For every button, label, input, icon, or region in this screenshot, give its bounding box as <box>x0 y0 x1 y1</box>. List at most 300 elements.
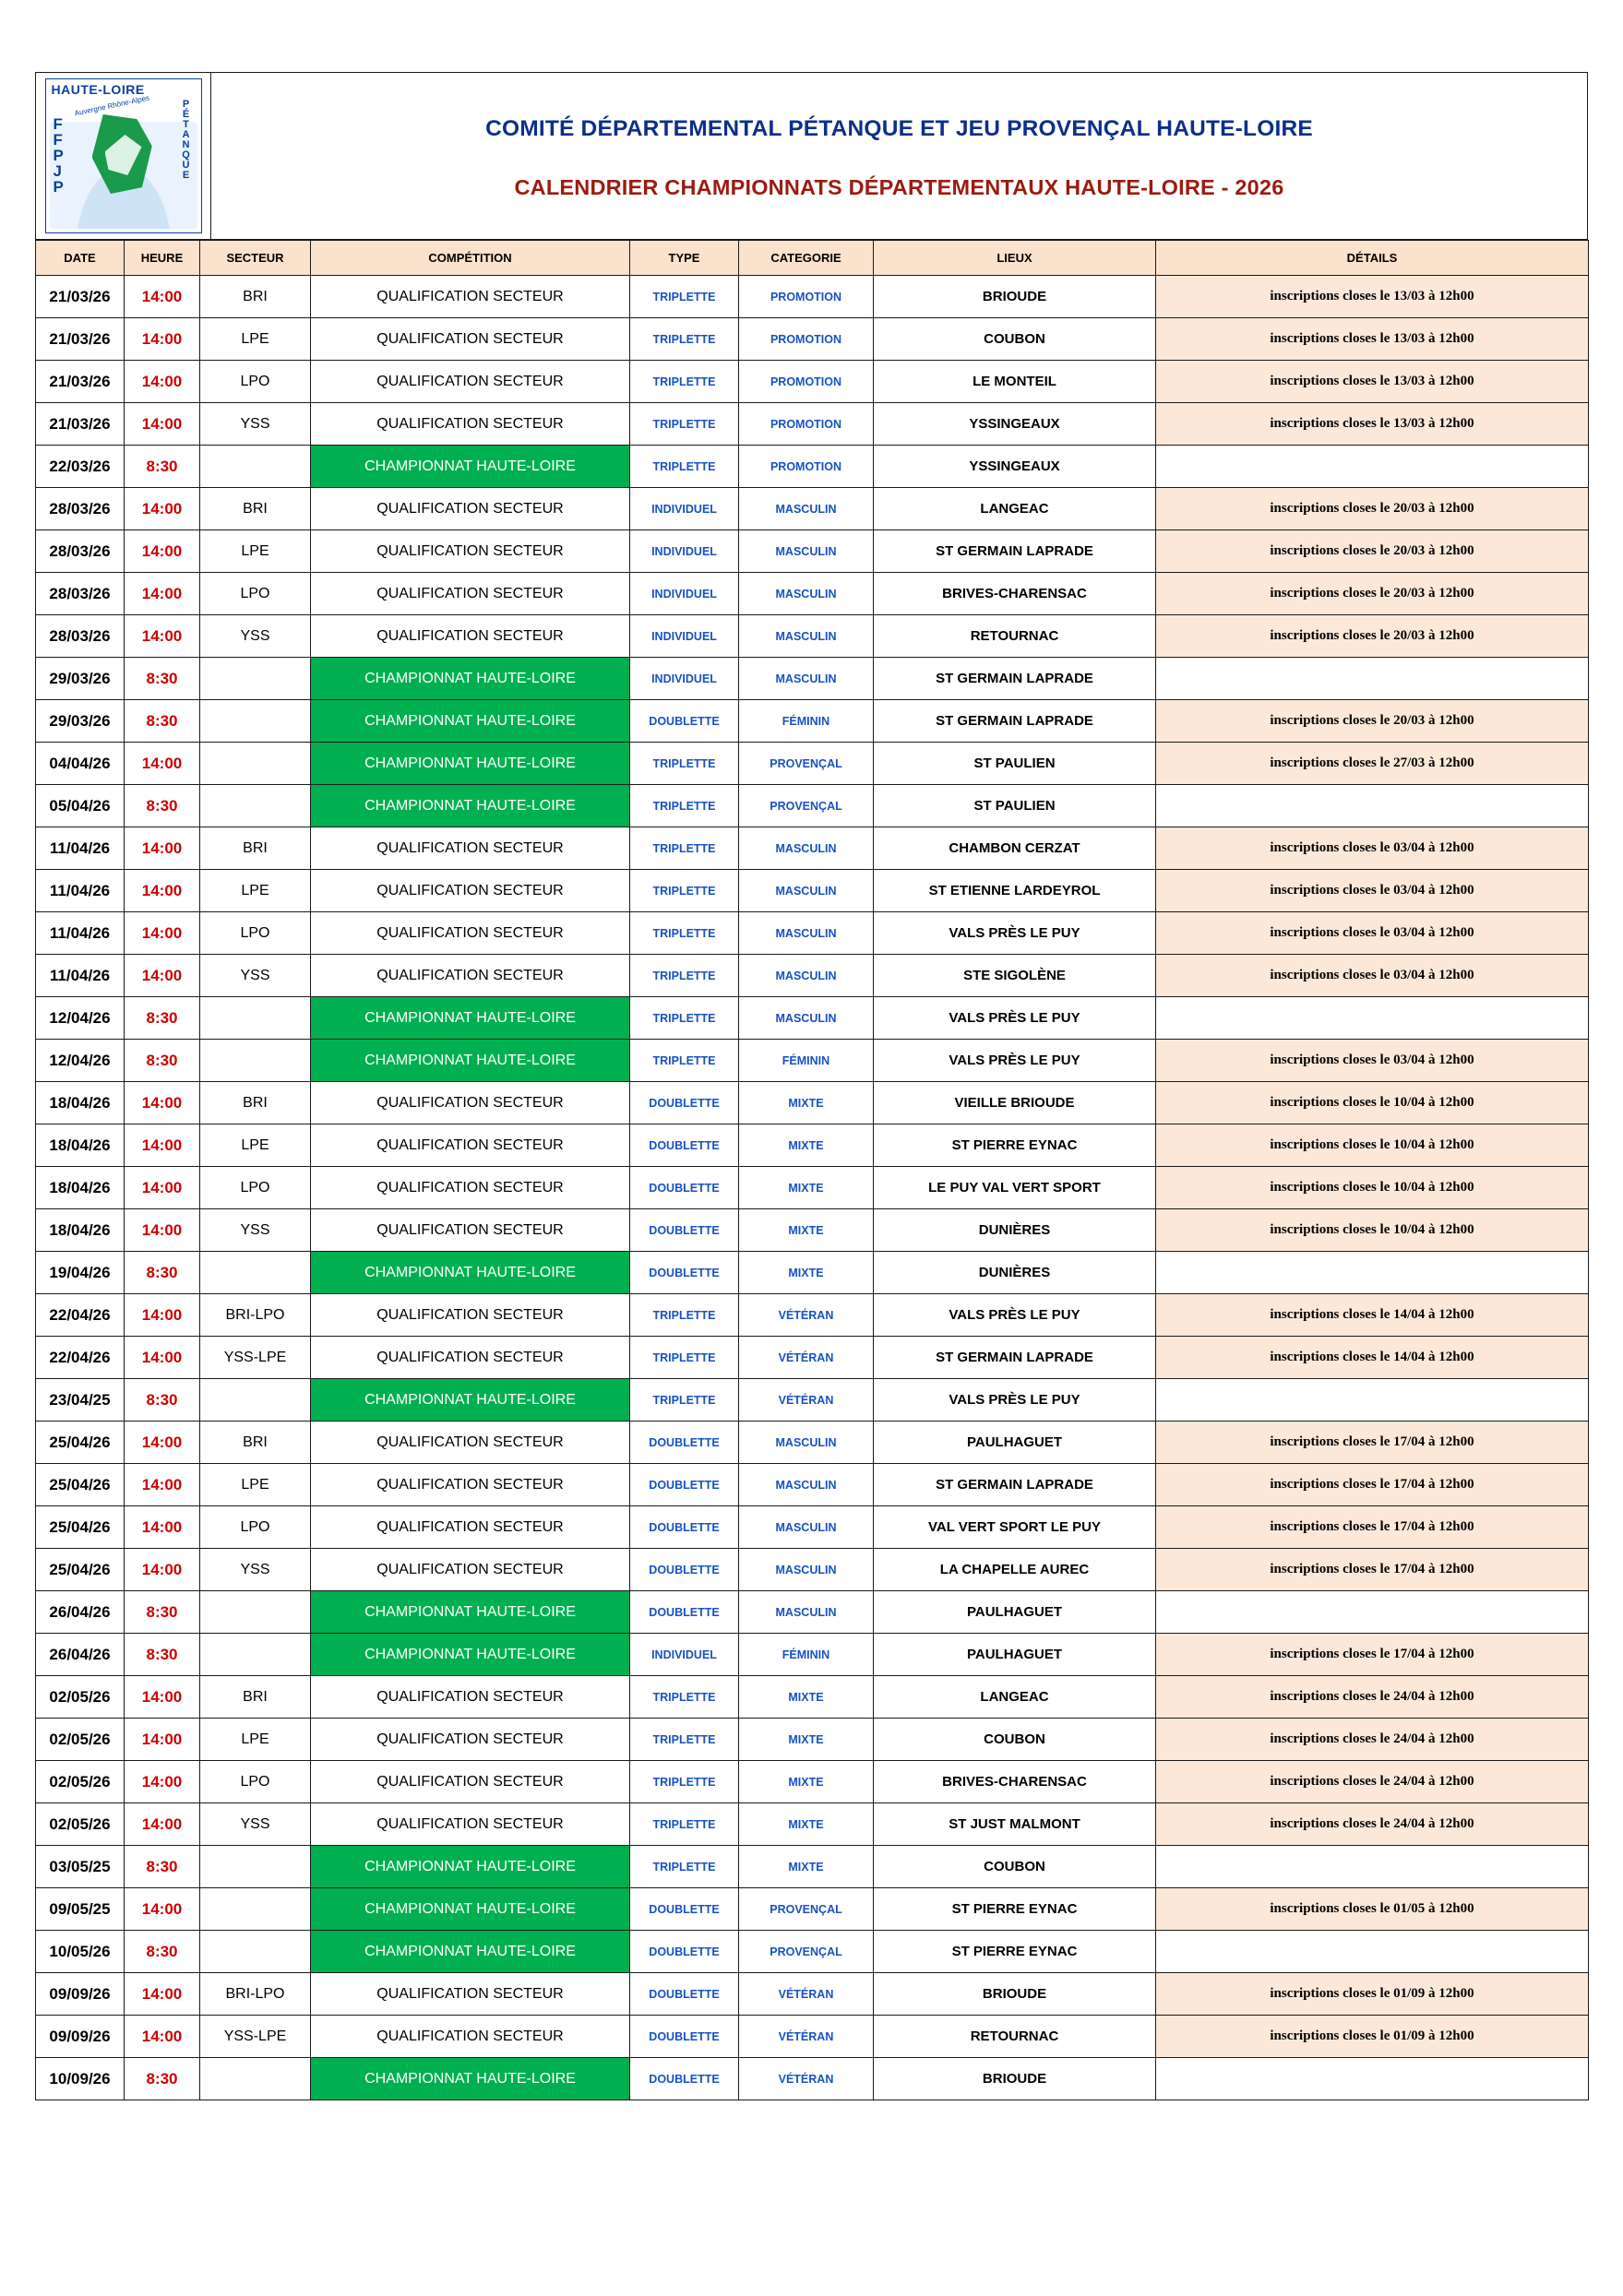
table-row <box>36 1846 1589 1888</box>
cell-date: 28/03/26 <box>36 530 125 573</box>
cell-categorie: MASCULIN <box>739 870 874 912</box>
cell-lieux: ST PIERRE EYNAC <box>874 1888 1156 1931</box>
cell-categorie: MIXTE <box>739 1803 874 1846</box>
cell-secteur: LPE <box>200 318 311 361</box>
cell-categorie: MASCULIN <box>739 658 874 700</box>
cell-categorie: PROMOTION <box>739 276 874 318</box>
cell-categorie: MASCULIN <box>739 1549 874 1591</box>
cell-heure: 14:00 <box>125 1973 200 2016</box>
cell-competition: CHAMPIONNAT HAUTE-LOIRE <box>311 1252 630 1294</box>
cell-details: inscriptions closes le 13/03 à 12h00 <box>1156 403 1589 446</box>
cell-lieux: ST GERMAIN LAPRADE <box>874 700 1156 743</box>
cell-categorie: PROMOTION <box>739 446 874 488</box>
table-row <box>36 1634 1589 1676</box>
cell-details <box>1156 997 1589 1040</box>
cell-details <box>1156 2058 1589 2100</box>
cell-lieux: ST ETIENNE LARDEYROL <box>874 870 1156 912</box>
cell-secteur: YSS <box>200 955 311 997</box>
cell-details <box>1156 1252 1589 1294</box>
table-row <box>36 1803 1589 1846</box>
table-row <box>36 827 1589 870</box>
cell-competition: QUALIFICATION SECTEUR <box>311 1464 630 1506</box>
cell-details <box>1156 1591 1589 1634</box>
cell-categorie: PROMOTION <box>739 403 874 446</box>
cell-secteur <box>200 1846 311 1888</box>
cell-type: INDIVIDUEL <box>630 488 739 530</box>
cell-heure: 14:00 <box>125 1124 200 1167</box>
cell-competition: QUALIFICATION SECTEUR <box>311 955 630 997</box>
cell-date: 28/03/26 <box>36 488 125 530</box>
cell-date: 02/05/26 <box>36 1803 125 1846</box>
cell-secteur: YSS-LPE <box>200 2016 311 2058</box>
cell-date: 21/03/26 <box>36 403 125 446</box>
cell-secteur: BRI <box>200 276 311 318</box>
cell-type: TRIPLETTE <box>630 318 739 361</box>
cell-secteur: BRI-LPO <box>200 1294 311 1337</box>
table-row <box>36 1209 1589 1252</box>
cell-details: inscriptions closes le 20/03 à 12h00 <box>1156 573 1589 615</box>
cell-competition: QUALIFICATION SECTEUR <box>311 1209 630 1252</box>
cell-competition: QUALIFICATION SECTEUR <box>311 1803 630 1846</box>
cell-categorie: MASCULIN <box>739 997 874 1040</box>
cell-lieux: PAULHAGUET <box>874 1422 1156 1464</box>
cell-heure: 14:00 <box>125 1082 200 1124</box>
table-row <box>36 318 1589 361</box>
cell-date: 02/05/26 <box>36 1719 125 1761</box>
cell-details: inscriptions closes le 03/04 à 12h00 <box>1156 912 1589 955</box>
cell-secteur: YSS <box>200 1549 311 1591</box>
cell-secteur: YSS <box>200 1209 311 1252</box>
cell-competition: QUALIFICATION SECTEUR <box>311 1294 630 1337</box>
cell-categorie: VÉTÉRAN <box>739 2058 874 2100</box>
cell-secteur: LPE <box>200 1464 311 1506</box>
cell-secteur <box>200 700 311 743</box>
cell-secteur: BRI <box>200 488 311 530</box>
cell-secteur: BRI <box>200 1422 311 1464</box>
cell-details: inscriptions closes le 20/03 à 12h00 <box>1156 700 1589 743</box>
cell-date: 21/03/26 <box>36 361 125 403</box>
cell-categorie: VÉTÉRAN <box>739 2016 874 2058</box>
table-row <box>36 785 1589 827</box>
cell-heure: 8:30 <box>125 1379 200 1422</box>
table-row <box>36 615 1589 658</box>
cell-lieux: ST PIERRE EYNAC <box>874 1124 1156 1167</box>
column-header-competition: COMPÉTITION <box>311 241 630 276</box>
cell-secteur: LPO <box>200 1167 311 1209</box>
cell-lieux: COUBON <box>874 1719 1156 1761</box>
cell-competition: QUALIFICATION SECTEUR <box>311 1676 630 1719</box>
cell-type: TRIPLETTE <box>630 743 739 785</box>
cell-lieux: BRIVES-CHARENSAC <box>874 573 1156 615</box>
cell-competition: CHAMPIONNAT HAUTE-LOIRE <box>311 658 630 700</box>
table-row <box>36 403 1589 446</box>
cell-date: 25/04/26 <box>36 1422 125 1464</box>
cell-type: TRIPLETTE <box>630 1337 739 1379</box>
cell-heure: 8:30 <box>125 1931 200 1973</box>
cell-secteur: YSS <box>200 403 311 446</box>
table-row <box>36 1973 1589 2016</box>
cell-lieux: ST PIERRE EYNAC <box>874 1931 1156 1973</box>
table-row <box>36 1761 1589 1803</box>
cell-heure: 8:30 <box>125 446 200 488</box>
cell-categorie: VÉTÉRAN <box>739 1294 874 1337</box>
cell-type: DOUBLETTE <box>630 1252 739 1294</box>
cell-date: 09/09/26 <box>36 1973 125 2016</box>
committee-title: COMITÉ DÉPARTEMENTAL PÉTANQUE ET JEU PROVENÇAL HAUTE-LOIRE <box>485 115 1313 141</box>
cell-competition: CHAMPIONNAT HAUTE-LOIRE <box>311 785 630 827</box>
cell-heure: 8:30 <box>125 700 200 743</box>
cell-competition: QUALIFICATION SECTEUR <box>311 1761 630 1803</box>
cell-competition: CHAMPIONNAT HAUTE-LOIRE <box>311 700 630 743</box>
column-header-secteur: SECTEUR <box>200 241 311 276</box>
cell-heure: 14:00 <box>125 615 200 658</box>
cell-type: INDIVIDUEL <box>630 615 739 658</box>
cell-details <box>1156 785 1589 827</box>
cell-categorie: MIXTE <box>739 1252 874 1294</box>
cell-categorie: VÉTÉRAN <box>739 1973 874 2016</box>
cell-type: DOUBLETTE <box>630 1124 739 1167</box>
table-row <box>36 1888 1589 1931</box>
cell-competition: CHAMPIONNAT HAUTE-LOIRE <box>311 1846 630 1888</box>
cell-date: 25/04/26 <box>36 1464 125 1506</box>
cell-competition: QUALIFICATION SECTEUR <box>311 361 630 403</box>
cell-type: TRIPLETTE <box>630 1846 739 1888</box>
cell-date: 10/09/26 <box>36 2058 125 2100</box>
cell-heure: 14:00 <box>125 1549 200 1591</box>
cell-type: INDIVIDUEL <box>630 530 739 573</box>
logo-petanque-text: P É T A N Q U E <box>182 99 190 181</box>
cell-categorie: MASCULIN <box>739 1591 874 1634</box>
cell-lieux: YSSINGEAUX <box>874 446 1156 488</box>
cell-heure: 14:00 <box>125 1719 200 1761</box>
cell-lieux: VALS PRÈS LE PUY <box>874 997 1156 1040</box>
cell-secteur: YSS <box>200 1803 311 1846</box>
cell-lieux: ST JUST MALMONT <box>874 1803 1156 1846</box>
cell-details: inscriptions closes le 17/04 à 12h00 <box>1156 1634 1589 1676</box>
cell-lieux: BRIOUDE <box>874 276 1156 318</box>
cell-categorie: PROVENÇAL <box>739 785 874 827</box>
cell-details: inscriptions closes le 01/05 à 12h00 <box>1156 1888 1589 1931</box>
cell-categorie: MASCULIN <box>739 955 874 997</box>
cell-type: TRIPLETTE <box>630 276 739 318</box>
cell-lieux: VIEILLE BRIOUDE <box>874 1082 1156 1124</box>
cell-categorie: MASCULIN <box>739 530 874 573</box>
cell-details: inscriptions closes le 20/03 à 12h00 <box>1156 530 1589 573</box>
cell-details: inscriptions closes le 13/03 à 12h00 <box>1156 318 1589 361</box>
cell-type: DOUBLETTE <box>630 1549 739 1591</box>
cell-secteur <box>200 1040 311 1082</box>
cell-secteur <box>200 658 311 700</box>
cell-type: DOUBLETTE <box>630 1209 739 1252</box>
cell-date: 11/04/26 <box>36 827 125 870</box>
cell-heure: 14:00 <box>125 1761 200 1803</box>
table-row <box>36 955 1589 997</box>
cell-details: inscriptions closes le 27/03 à 12h00 <box>1156 743 1589 785</box>
cell-date: 18/04/26 <box>36 1209 125 1252</box>
cell-competition: QUALIFICATION SECTEUR <box>311 870 630 912</box>
table-row <box>36 912 1589 955</box>
cell-type: DOUBLETTE <box>630 1464 739 1506</box>
cell-details <box>1156 1931 1589 1973</box>
cell-type: DOUBLETTE <box>630 1167 739 1209</box>
cell-competition: CHAMPIONNAT HAUTE-LOIRE <box>311 997 630 1040</box>
cell-date: 29/03/26 <box>36 700 125 743</box>
cell-lieux: VALS PRÈS LE PUY <box>874 1379 1156 1422</box>
cell-type: DOUBLETTE <box>630 1506 739 1549</box>
cell-competition: QUALIFICATION SECTEUR <box>311 1719 630 1761</box>
cell-competition: QUALIFICATION SECTEUR <box>311 276 630 318</box>
cell-lieux: COUBON <box>874 1846 1156 1888</box>
cell-competition: QUALIFICATION SECTEUR <box>311 1506 630 1549</box>
cell-heure: 8:30 <box>125 1634 200 1676</box>
cell-lieux: ST GERMAIN LAPRADE <box>874 530 1156 573</box>
cell-competition: QUALIFICATION SECTEUR <box>311 1082 630 1124</box>
cell-heure: 8:30 <box>125 658 200 700</box>
cell-lieux: LANGEAC <box>874 1676 1156 1719</box>
cell-lieux: VAL VERT SPORT LE PUY <box>874 1506 1156 1549</box>
cell-competition: QUALIFICATION SECTEUR <box>311 1422 630 1464</box>
cell-secteur: LPO <box>200 912 311 955</box>
cell-date: 09/05/25 <box>36 1888 125 1931</box>
cell-heure: 8:30 <box>125 1591 200 1634</box>
cell-date: 28/03/26 <box>36 615 125 658</box>
cell-date: 11/04/26 <box>36 870 125 912</box>
cell-date: 26/04/26 <box>36 1634 125 1676</box>
cell-date: 05/04/26 <box>36 785 125 827</box>
cell-date: 23/04/25 <box>36 1379 125 1422</box>
cell-details: inscriptions closes le 17/04 à 12h00 <box>1156 1549 1589 1591</box>
cell-heure: 8:30 <box>125 2058 200 2100</box>
cell-categorie: PROVENÇAL <box>739 1888 874 1931</box>
cell-lieux: LANGEAC <box>874 488 1156 530</box>
cell-categorie: MASCULIN <box>739 1422 874 1464</box>
cell-lieux: STE SIGOLÈNE <box>874 955 1156 997</box>
cell-heure: 14:00 <box>125 1803 200 1846</box>
table-row <box>36 573 1589 615</box>
cell-competition: QUALIFICATION SECTEUR <box>311 827 630 870</box>
cell-type: TRIPLETTE <box>630 912 739 955</box>
table-row <box>36 1379 1589 1422</box>
cell-details: inscriptions closes le 24/04 à 12h00 <box>1156 1803 1589 1846</box>
cell-type: DOUBLETTE <box>630 1931 739 1973</box>
cell-competition: QUALIFICATION SECTEUR <box>311 1124 630 1167</box>
cell-date: 29/03/26 <box>36 658 125 700</box>
table-row <box>36 1676 1589 1719</box>
cell-type: TRIPLETTE <box>630 827 739 870</box>
cell-heure: 14:00 <box>125 318 200 361</box>
cell-secteur <box>200 1931 311 1973</box>
table-row <box>36 870 1589 912</box>
table-row <box>36 1422 1589 1464</box>
cell-date: 19/04/26 <box>36 1252 125 1294</box>
cell-type: TRIPLETTE <box>630 1676 739 1719</box>
cell-date: 04/04/26 <box>36 743 125 785</box>
cell-competition: CHAMPIONNAT HAUTE-LOIRE <box>311 1634 630 1676</box>
cell-secteur: LPO <box>200 573 311 615</box>
cell-lieux: COUBON <box>874 318 1156 361</box>
cell-categorie: VÉTÉRAN <box>739 1379 874 1422</box>
cell-secteur: BRI <box>200 1082 311 1124</box>
cell-lieux: CHAMBON CERZAT <box>874 827 1156 870</box>
cell-competition: CHAMPIONNAT HAUTE-LOIRE <box>311 743 630 785</box>
cell-date: 12/04/26 <box>36 1040 125 1082</box>
cell-details <box>1156 1846 1589 1888</box>
cell-competition: QUALIFICATION SECTEUR <box>311 1167 630 1209</box>
cell-categorie: MASCULIN <box>739 1464 874 1506</box>
table-row <box>36 658 1589 700</box>
cell-type: TRIPLETTE <box>630 1294 739 1337</box>
cell-details: inscriptions closes le 24/04 à 12h00 <box>1156 1761 1589 1803</box>
cell-type: DOUBLETTE <box>630 1888 739 1931</box>
cell-lieux: DUNIÈRES <box>874 1252 1156 1294</box>
cell-date: 02/05/26 <box>36 1676 125 1719</box>
cell-date: 22/03/26 <box>36 446 125 488</box>
cell-heure: 14:00 <box>125 1337 200 1379</box>
column-header-details: DÉTAILS <box>1156 241 1589 276</box>
table-row <box>36 1294 1589 1337</box>
cell-competition: CHAMPIONNAT HAUTE-LOIRE <box>311 1379 630 1422</box>
cell-heure: 14:00 <box>125 743 200 785</box>
cell-type: TRIPLETTE <box>630 1719 739 1761</box>
cell-competition: QUALIFICATION SECTEUR <box>311 318 630 361</box>
cell-secteur: YSS <box>200 615 311 658</box>
cell-secteur: LPE <box>200 530 311 573</box>
cell-date: 18/04/26 <box>36 1167 125 1209</box>
cell-lieux: BRIOUDE <box>874 1973 1156 2016</box>
cell-heure: 14:00 <box>125 1167 200 1209</box>
cell-date: 28/03/26 <box>36 573 125 615</box>
cell-secteur: YSS-LPE <box>200 1337 311 1379</box>
cell-type: INDIVIDUEL <box>630 1634 739 1676</box>
cell-competition: QUALIFICATION SECTEUR <box>311 2016 630 2058</box>
cell-secteur: LPE <box>200 870 311 912</box>
cell-details: inscriptions closes le 10/04 à 12h00 <box>1156 1124 1589 1167</box>
header-titles <box>211 73 1587 239</box>
cell-lieux: ST PAULIEN <box>874 785 1156 827</box>
table-row <box>36 1549 1589 1591</box>
cell-competition: CHAMPIONNAT HAUTE-LOIRE <box>311 1591 630 1634</box>
cell-date: 10/05/26 <box>36 1931 125 1973</box>
cell-lieux: VALS PRÈS LE PUY <box>874 1294 1156 1337</box>
cell-secteur <box>200 743 311 785</box>
cell-competition: CHAMPIONNAT HAUTE-LOIRE <box>311 446 630 488</box>
cell-type: DOUBLETTE <box>630 1591 739 1634</box>
cell-secteur <box>200 997 311 1040</box>
cell-type: DOUBLETTE <box>630 1422 739 1464</box>
cell-date: 22/04/26 <box>36 1337 125 1379</box>
cell-categorie: FÉMININ <box>739 700 874 743</box>
table-row <box>36 1719 1589 1761</box>
table-row <box>36 1040 1589 1082</box>
cell-secteur: BRI <box>200 827 311 870</box>
cell-details: inscriptions closes le 01/09 à 12h00 <box>1156 1973 1589 2016</box>
cell-secteur <box>200 2058 311 2100</box>
cell-date: 03/05/25 <box>36 1846 125 1888</box>
cell-secteur: BRI <box>200 1676 311 1719</box>
cell-heure: 14:00 <box>125 1464 200 1506</box>
cell-heure: 14:00 <box>125 1676 200 1719</box>
cell-details: inscriptions closes le 24/04 à 12h00 <box>1156 1719 1589 1761</box>
cell-secteur <box>200 1888 311 1931</box>
table-row <box>36 530 1589 573</box>
cell-details: inscriptions closes le 14/04 à 12h00 <box>1156 1337 1589 1379</box>
cell-details: inscriptions closes le 13/03 à 12h00 <box>1156 276 1589 318</box>
cell-lieux: PAULHAGUET <box>874 1634 1156 1676</box>
cell-categorie: PROMOTION <box>739 318 874 361</box>
table-row <box>36 1931 1589 1973</box>
cell-type: DOUBLETTE <box>630 1973 739 2016</box>
table-row <box>36 1167 1589 1209</box>
cell-lieux: BRIVES-CHARENSAC <box>874 1761 1156 1803</box>
cell-competition: QUALIFICATION SECTEUR <box>311 912 630 955</box>
cell-competition: CHAMPIONNAT HAUTE-LOIRE <box>311 1931 630 1973</box>
table-row <box>36 1464 1589 1506</box>
cell-categorie: MASCULIN <box>739 488 874 530</box>
cell-details: inscriptions closes le 10/04 à 12h00 <box>1156 1209 1589 1252</box>
table-row <box>36 446 1589 488</box>
cell-lieux: VALS PRÈS LE PUY <box>874 1040 1156 1082</box>
table-header-row <box>36 241 1589 276</box>
cell-details: inscriptions closes le 14/04 à 12h00 <box>1156 1294 1589 1337</box>
table-row <box>36 1591 1589 1634</box>
cell-details: inscriptions closes le 01/09 à 12h00 <box>1156 2016 1589 2058</box>
cell-heure: 14:00 <box>125 827 200 870</box>
cell-heure: 14:00 <box>125 361 200 403</box>
cell-heure: 14:00 <box>125 530 200 573</box>
cell-type: DOUBLETTE <box>630 2058 739 2100</box>
cell-heure: 14:00 <box>125 1209 200 1252</box>
cell-heure: 14:00 <box>125 1422 200 1464</box>
table-row <box>36 2058 1589 2100</box>
cell-date: 21/03/26 <box>36 276 125 318</box>
document-header <box>35 72 1588 240</box>
cell-categorie: PROVENÇAL <box>739 743 874 785</box>
table-row <box>36 1337 1589 1379</box>
cell-categorie: MIXTE <box>739 1761 874 1803</box>
table-row <box>36 488 1589 530</box>
haute-loire-petanque-logo <box>45 78 202 233</box>
cell-details: inscriptions closes le 03/04 à 12h00 <box>1156 870 1589 912</box>
cell-heure: 8:30 <box>125 1252 200 1294</box>
logo-federation-letters: F F P J P <box>53 115 64 196</box>
cell-type: INDIVIDUEL <box>630 573 739 615</box>
cell-type: TRIPLETTE <box>630 403 739 446</box>
cell-type: DOUBLETTE <box>630 2016 739 2058</box>
cell-secteur: LPE <box>200 1719 311 1761</box>
column-header-type: TYPE <box>630 241 739 276</box>
cell-secteur: LPO <box>200 1761 311 1803</box>
cell-competition: QUALIFICATION SECTEUR <box>311 573 630 615</box>
cell-date: 25/04/26 <box>36 1506 125 1549</box>
cell-competition: QUALIFICATION SECTEUR <box>311 530 630 573</box>
cell-lieux: PAULHAGUET <box>874 1591 1156 1634</box>
cell-heure: 14:00 <box>125 276 200 318</box>
cell-categorie: MASCULIN <box>739 615 874 658</box>
cell-details: inscriptions closes le 20/03 à 12h00 <box>1156 615 1589 658</box>
cell-categorie: MASCULIN <box>739 1506 874 1549</box>
cell-secteur: BRI-LPO <box>200 1973 311 2016</box>
cell-categorie: MIXTE <box>739 1167 874 1209</box>
cell-details: inscriptions closes le 13/03 à 12h00 <box>1156 361 1589 403</box>
cell-lieux: LE PUY VAL VERT SPORT <box>874 1167 1156 1209</box>
table-row <box>36 276 1589 318</box>
column-header-heure: HEURE <box>125 241 200 276</box>
cell-competition: QUALIFICATION SECTEUR <box>311 615 630 658</box>
cell-type: DOUBLETTE <box>630 1082 739 1124</box>
cell-lieux: YSSINGEAUX <box>874 403 1156 446</box>
cell-details: inscriptions closes le 17/04 à 12h00 <box>1156 1422 1589 1464</box>
cell-date: 09/09/26 <box>36 2016 125 2058</box>
